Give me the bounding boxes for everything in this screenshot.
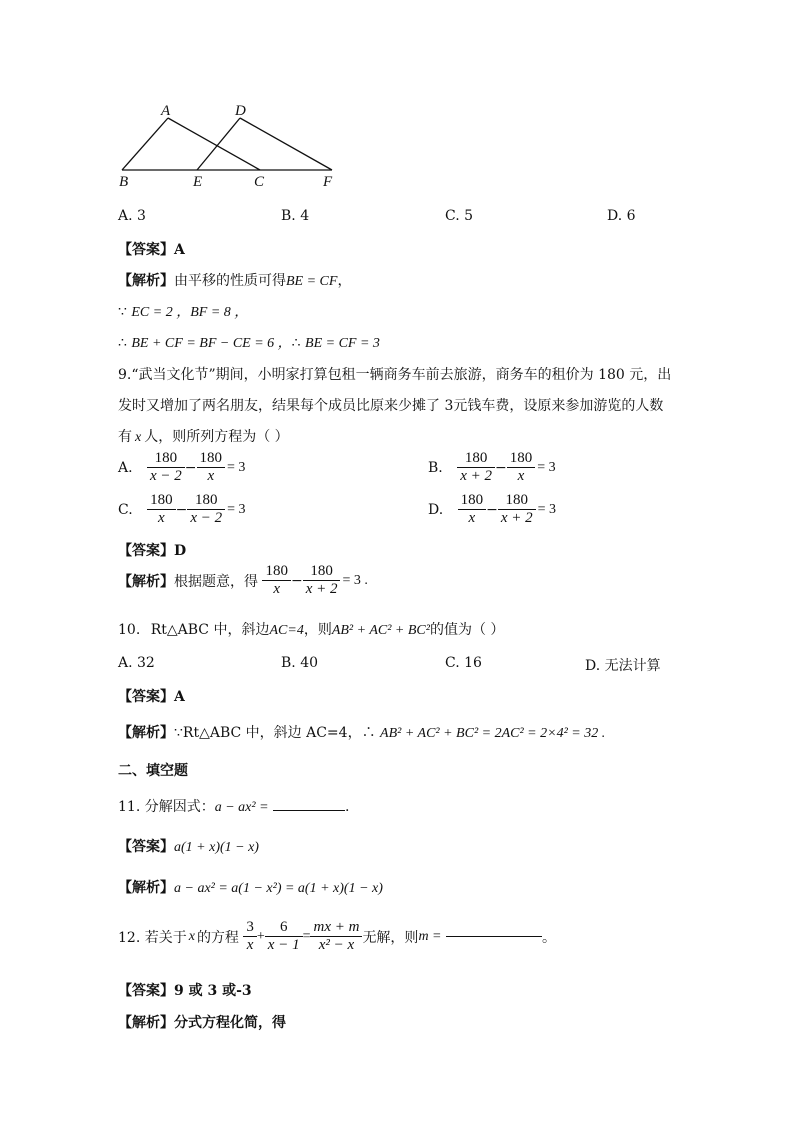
fraction <box>507 450 536 486</box>
numerator: 180 <box>147 492 176 510</box>
stem-text: Rt△ABC 中，斜边 <box>150 622 270 638</box>
stem-expression: AB² + AC² + BC² <box>331 623 430 638</box>
q8-analysis-line1 <box>118 270 351 290</box>
because-symbol: ∵ <box>118 304 127 320</box>
answer-blank <box>446 936 542 937</box>
stem-expression: a − ax² = <box>214 800 269 815</box>
fraction <box>498 492 536 528</box>
q10-option-a: A. 32 <box>118 655 155 671</box>
numerator: 180 <box>498 492 536 510</box>
q10-answer: 【答案】A <box>118 689 185 705</box>
q8-option-c: C. 5 <box>445 208 474 224</box>
point-label-e: E <box>193 174 203 190</box>
numerator: 180 <box>457 450 495 468</box>
plus-sign: + <box>256 928 265 944</box>
stem-text: 11. 分解因式： <box>118 799 215 815</box>
analysis-label: 【解析】 <box>118 880 174 896</box>
denominator: x − 2 <box>190 510 223 527</box>
denominator: x <box>207 468 215 485</box>
result: BE = CF = 3 <box>305 336 380 351</box>
therefore-symbol-2: ∴ <box>291 335 301 351</box>
q9-stem-line2: 发时又增加了两名朋友，结果每个成员比原来少摊了 3元钱车费，设原来参加游览的人数 <box>118 398 664 414</box>
rhs: = 3 <box>227 501 246 517</box>
stem-end: . <box>344 799 350 815</box>
numerator: 3 <box>243 919 257 937</box>
analysis-label: 【解析】 <box>118 573 174 590</box>
point-label-c: C <box>254 174 265 190</box>
q9-stem-line3 <box>118 426 289 446</box>
denominator: x <box>158 510 165 527</box>
denominator: x <box>517 468 525 485</box>
numerator: 180 <box>303 563 341 581</box>
analysis-text: ∵Rt△ABC 中，斜边 AC=4，∴ <box>174 725 376 741</box>
q9-stem-line1: 9.“武当文化节”期间，小明家打算包租一辆商务车前去旅游，商务车的租价为 180 元，出 <box>118 367 672 383</box>
minus-sign: − <box>486 501 498 518</box>
fraction <box>262 563 291 599</box>
stem-text: 有 <box>118 429 132 445</box>
q9-analysis <box>118 563 368 599</box>
minus-sign: − <box>494 459 507 476</box>
q10-option-b: B. 40 <box>281 655 319 671</box>
denominator: x + 2 <box>500 510 533 527</box>
q12-stem <box>118 919 556 955</box>
q9-option-d <box>428 492 556 528</box>
denominator: x <box>468 510 476 527</box>
given-values: EC = 2 ，BF = 8 ， <box>131 305 249 320</box>
analysis-end: = 3 . <box>342 572 368 588</box>
segment-de <box>197 118 240 170</box>
stem-text-3: 的值为（ ） <box>429 622 505 638</box>
q12-analysis: 【解析】分式方程化简，得 <box>118 1015 286 1031</box>
fraction <box>303 563 341 599</box>
answer-math: a(1 + x)(1 − x) <box>174 840 259 855</box>
fraction <box>147 450 185 486</box>
q8-option-b: B. 4 <box>281 208 310 224</box>
fraction <box>243 919 257 955</box>
fraction <box>310 919 362 955</box>
minus-sign: − <box>184 459 197 476</box>
q10-option-d: D. 无法计算 <box>585 658 661 674</box>
rhs: = 3 <box>537 501 557 517</box>
derivation: BE + CF = BF − CE = 6 ， <box>131 336 292 351</box>
numerator: 180 <box>197 450 226 468</box>
q8-answer: 【答案】A <box>118 242 185 258</box>
numerator: 180 <box>187 492 225 510</box>
q12-answer: 【答案】9 或 3 或-3 <box>118 983 252 999</box>
analysis-punct: ， <box>337 273 352 289</box>
q9-answer: 【答案】D <box>118 543 187 559</box>
q11-stem <box>118 796 349 816</box>
answer-blank <box>273 810 345 811</box>
geometry-figure <box>110 100 350 195</box>
stem-var: x <box>135 430 142 445</box>
denominator: x + 2 <box>460 468 492 485</box>
q9-option-a <box>118 450 245 486</box>
denominator: x <box>273 581 281 598</box>
answer-label: 【答案】 <box>118 839 174 855</box>
numerator: 180 <box>507 450 536 468</box>
stem-math: m = <box>418 928 442 944</box>
denominator: x + 2 <box>305 581 338 598</box>
point-label-d: D <box>235 103 246 119</box>
q9-option-b <box>428 450 556 486</box>
question-number: 10. <box>118 622 141 638</box>
stem-text-2: 人，则所列方程为（ ） <box>144 429 289 445</box>
numerator: 180 <box>262 563 291 581</box>
segment-ac <box>168 118 260 170</box>
rhs: = 3 <box>537 459 556 475</box>
stem-text-2: ，则 <box>303 622 332 638</box>
stem-end: 。 <box>541 929 556 946</box>
therefore-symbol: ∴ <box>118 335 127 351</box>
option-label: C. <box>118 501 133 518</box>
point-label-f: F <box>323 174 333 190</box>
stem-text-2: 的方程 <box>196 929 239 946</box>
q10-stem <box>118 619 504 639</box>
analysis-math: AB² + AC² + BC² = 2AC² = 2×4² = 32 . <box>380 726 606 741</box>
fraction <box>187 492 225 528</box>
analysis-math: BE = CF <box>286 274 338 289</box>
numerator: 180 <box>458 492 487 510</box>
numerator: 180 <box>147 450 185 468</box>
q8-analysis-line3 <box>118 332 380 352</box>
denominator: x − 1 <box>267 937 300 954</box>
fraction <box>265 919 303 955</box>
segment-ab <box>122 118 168 170</box>
q10-analysis <box>118 722 605 742</box>
denominator: x <box>246 937 254 954</box>
analysis-text: 由平移的性质可得 <box>174 273 286 289</box>
stem-var: x <box>188 928 195 944</box>
analysis-label: 【解析】 <box>118 725 174 741</box>
q11-analysis <box>118 877 383 897</box>
point-label-b: B <box>119 174 129 190</box>
analysis-label: 【解析】 <box>118 273 174 289</box>
minus-sign: − <box>175 501 188 518</box>
q11-answer <box>118 836 259 856</box>
q10-option-c: C. 16 <box>445 655 482 671</box>
point-label-a: A <box>161 103 171 119</box>
q8-analysis-line2 <box>118 301 248 321</box>
q8-option-d: D. 6 <box>607 208 636 224</box>
fraction <box>457 450 495 486</box>
numerator: 6 <box>265 919 303 937</box>
stem-math: AC=4 <box>269 623 304 638</box>
numerator: mx + m <box>310 919 362 937</box>
analysis-math: a − ax² = a(1 − x²) = a(1 + x)(1 − x) <box>174 881 383 896</box>
q9-option-c <box>118 492 246 528</box>
option-label: B. <box>428 459 443 476</box>
q8-option-a: A. 3 <box>118 208 146 224</box>
option-label: D. <box>428 501 444 518</box>
stem-text: 12. 若关于 <box>118 929 187 946</box>
option-label: A. <box>118 459 133 476</box>
section-title: 二、填空题 <box>118 763 188 779</box>
analysis-text: 根据题意，得 <box>174 573 258 590</box>
stem-text-3: 无解，则 <box>362 929 419 946</box>
rhs: = 3 <box>227 459 246 475</box>
denominator: x² − x <box>318 937 355 954</box>
segment-df <box>240 118 332 170</box>
equals-sign: = <box>302 928 311 944</box>
minus-sign: − <box>290 572 303 589</box>
fraction <box>147 492 176 528</box>
fraction <box>197 450 226 486</box>
fraction <box>458 492 487 528</box>
denominator: x − 2 <box>150 468 182 485</box>
